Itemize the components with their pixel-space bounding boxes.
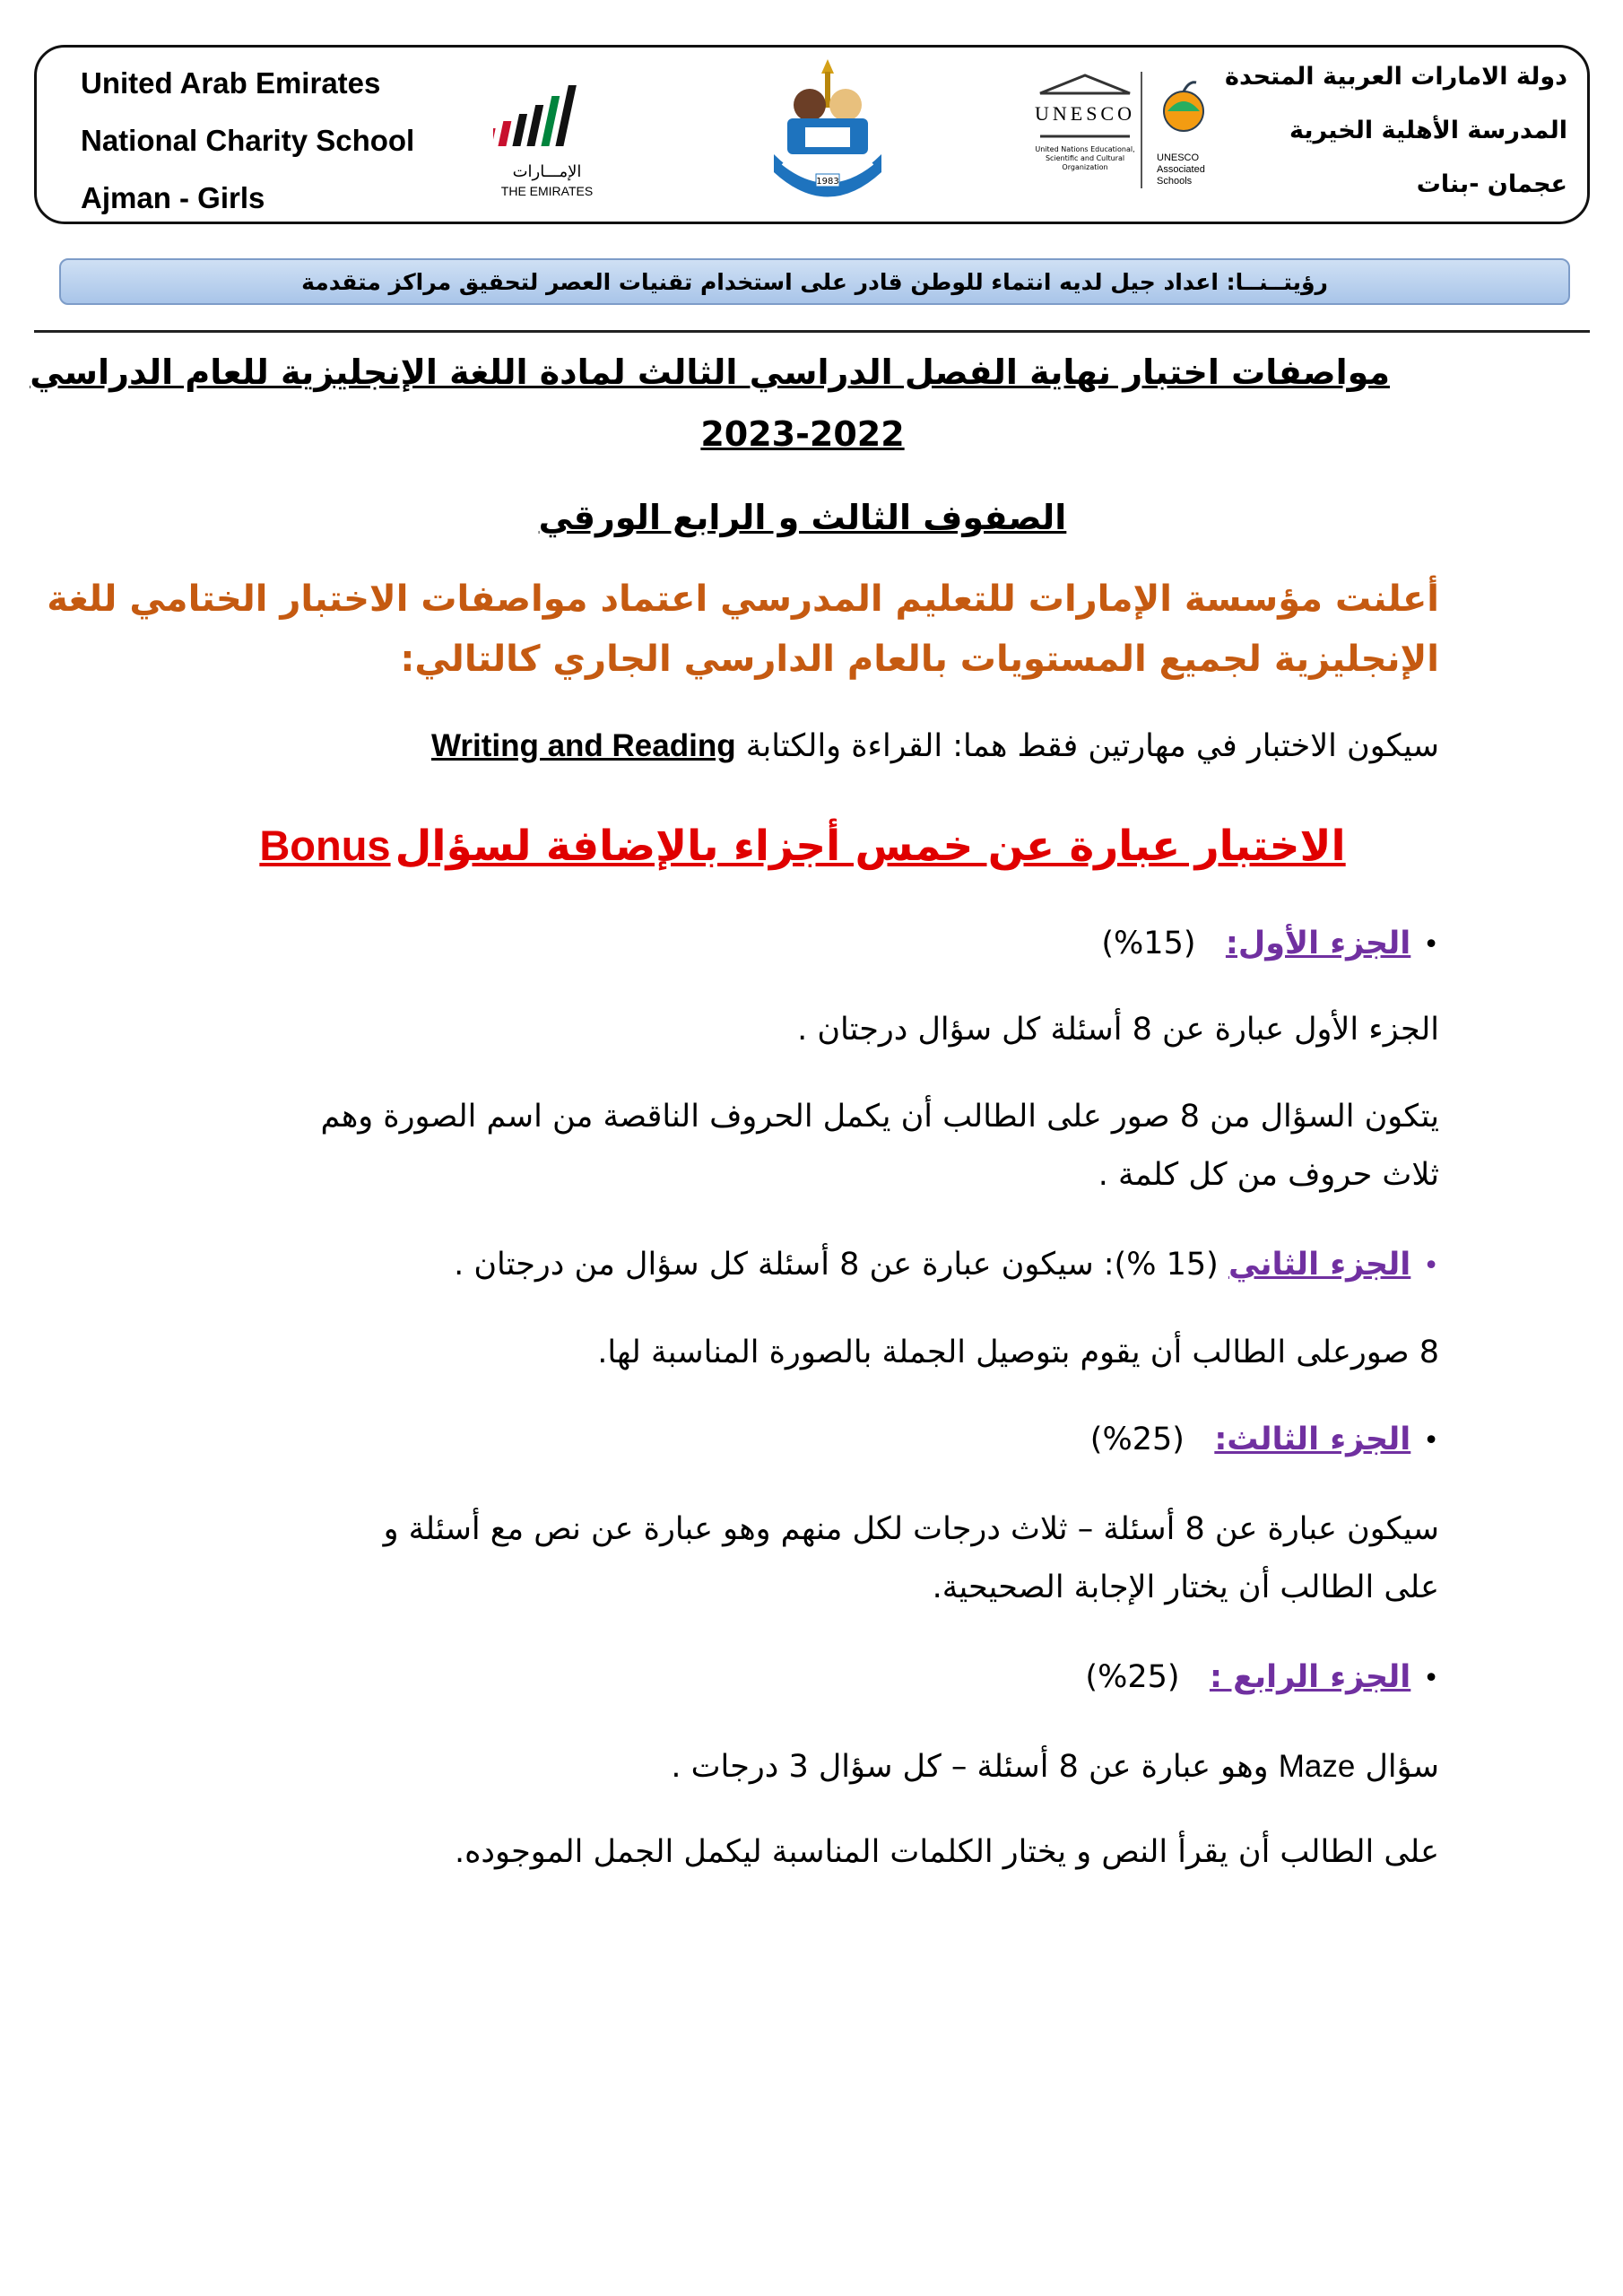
header-ar-line-1: دولة الامارات العربية المتحدة	[1225, 63, 1567, 91]
part1-line-3: ثلاث حروف من كل كلمة .	[1098, 1157, 1439, 1193]
part1-pct: (15%)	[1101, 926, 1196, 961]
bullet-4: •	[1423, 1663, 1439, 1694]
school-crest-icon	[760, 56, 895, 215]
unesco-text: UNESCO	[1034, 102, 1135, 125]
bullet-2: •	[1423, 1250, 1439, 1282]
unesco-caption: United Nations Educational, Scientific and Cultural Organization	[1035, 145, 1135, 171]
header-ar-line-3: عجمان -بنات	[1416, 170, 1567, 198]
school-logo	[760, 56, 895, 215]
vision-bar: رؤيتــنــا: اعداد جيل لديه انتماء للوطن قادر على استخدام تقنيات العصر لتحقيق مراكز متقدمة	[59, 258, 1570, 305]
skills-line	[431, 728, 1439, 764]
part4-heading	[1085, 1659, 1439, 1695]
emirates-logo-en: THE EMIRATES	[500, 184, 594, 198]
part2-heading	[454, 1247, 1439, 1283]
school-logo-year: 1983	[816, 177, 839, 187]
header-en-line-2: National Charity School	[81, 124, 415, 157]
bonus-heading-ar: الاختبار عبارة عن خمس أجزاء بالإضافة لسؤال	[395, 822, 1346, 871]
part4-line-2: على الطالب أن يقرأ النص و يختار الكلمات المناسبة ليكمل الجمل الموجوده.	[454, 1834, 1439, 1870]
aspnet-logo	[1152, 74, 1224, 190]
part2-label: الجزء الثاني	[1228, 1247, 1411, 1283]
part1-label: الجزء الأول:	[1225, 926, 1411, 961]
emirates-logo-icon	[493, 76, 601, 175]
part2-text: (15 %): سيكون عبارة عن 8 أسئلة كل سؤال من درجتان .	[454, 1247, 1219, 1283]
header-en-line-3: Ajman - Girls	[81, 181, 265, 214]
part4-line-1b: وهو عبارة عن 8 أسئلة – كل سؤال 3 درجات .	[671, 1749, 1269, 1785]
header-ar-line-2: المدرسة الأهلية الخيرية	[1289, 117, 1567, 144]
unesco-logo	[1022, 74, 1148, 190]
bonus-heading-en: Bonus	[259, 822, 391, 869]
part3-line-1: سيكون عبارة عن 8 أسئلة – ثلاث درجات لكل منهم وهو عبارة عن نص مع أسئلة و	[383, 1511, 1439, 1547]
emirates-logo-ar: الإمـــارات	[512, 162, 582, 181]
doc-title-year: 2023-2022	[700, 414, 905, 454]
part3-heading	[1090, 1422, 1439, 1457]
bonus-heading	[215, 821, 1390, 871]
part4-line-1-en: Maze	[1278, 1749, 1356, 1784]
bullet-1: •	[1423, 929, 1439, 961]
skills-text: سيكون الاختبار في مهارتين فقط هما: القراءة والكتابة	[745, 728, 1439, 764]
skills-en: Writing and Reading	[430, 728, 736, 763]
logo-divider	[1141, 72, 1142, 188]
announcement-line-2: الإنجليزية لجميع المستويات بالعام الدارسي الجاري كالتالي:	[400, 639, 1439, 680]
part1-line-2: يتكون السؤال من 8 صور على الطالب أن يكمل الحروف الناقصة من اسم الصورة وهم	[320, 1099, 1439, 1135]
part3-pct: (25%)	[1089, 1422, 1185, 1457]
doc-subtitle: الصفوف الثالث و الرابع الورقي	[538, 498, 1067, 537]
announcement-line-1: أعلنت مؤسسة الإمارات للتعليم المدرسي اعتماد مواصفات الاختبار الختامي للغة	[47, 578, 1439, 620]
part4-pct: (25%)	[1085, 1659, 1180, 1695]
part2-line-1: 8 صورعلى الطالب أن يقوم بتوصيل الجملة بالصورة المناسبة لها.	[597, 1335, 1439, 1370]
part3-line-2: على الطالب أن يختار الإجابة الصحيحية.	[932, 1570, 1439, 1605]
emirates-logo	[493, 76, 601, 206]
aspnet-globe-icon	[1157, 74, 1211, 145]
part1-line-1: الجزء الأول عبارة عن 8 أسئلة كل سؤال درجتان .	[797, 1012, 1439, 1048]
header-en-line-1: United Arab Emirates	[81, 66, 381, 100]
part4-line-1a: سؤال	[1365, 1749, 1439, 1785]
bullet-3: •	[1423, 1425, 1439, 1457]
doc-title: مواصفات اختبار نهاية الفصل الدراسي الثالث لمادة اللغة الإنجليزية للعام الدراسي	[30, 352, 1390, 392]
part1-heading	[1101, 926, 1439, 961]
header-divider	[34, 330, 1590, 333]
part4-line-1	[671, 1749, 1439, 1785]
aspnet-caption: UNESCO Associated Schools	[1157, 152, 1205, 187]
part4-label: الجزء الرابع :	[1209, 1659, 1411, 1695]
part3-label: الجزء الثالث:	[1214, 1422, 1411, 1457]
